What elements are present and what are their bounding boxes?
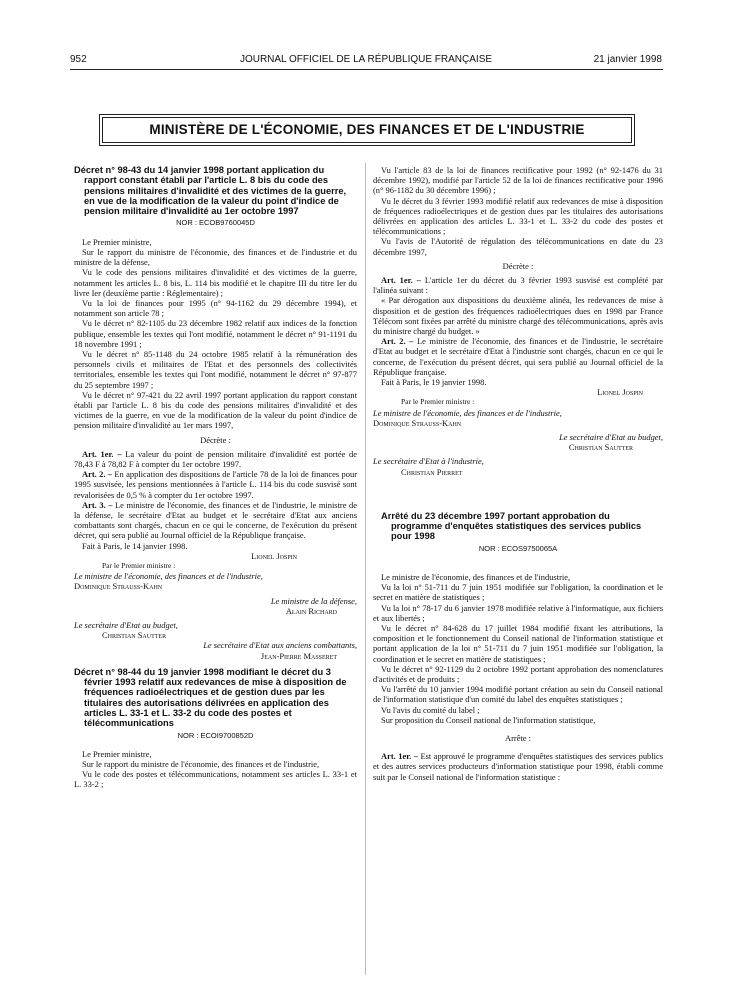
issue-date: 21 janvier 1998 (593, 54, 662, 65)
arrete-para: Vu l'avis du comité du label ; (381, 704, 480, 715)
decree-1-article-3 (74, 500, 357, 541)
sig-title-budget: Le secrétaire d'Etat au budget, (559, 432, 663, 443)
page-header (70, 54, 662, 68)
decree-1-para: Vu le décret n° 97-421 du 22 avril 1997 portant application du rapport constant établi par l'article L. 8 bis du code des pensions militaires d'invalidité et des victimes de la guerre, en vue de la modification de la valeur du point d'indice de pension militaire d'invalidité au 1er mars 1997, (74, 389, 357, 431)
article-text: Le ministre de l'économie, des finances et de l'industrie, le secrétaire d'Etat au budget et le secrétaire d'Etat à l'industrie sont chargés, chacun en ce qui le concerne, de l'exécution du présent décret, qui sera publié au Journal officiel de la République française. (373, 336, 663, 377)
signature-pm: Lionel Jospin (251, 550, 297, 561)
arrete-para: Vu la loi n° 78-17 du 6 janvier 1978 modifiée relative à l'informatique, aux fichiers et aux libertés ; (373, 602, 663, 623)
arrete-para: Le ministre de l'économie, des finances et de l'industrie, (381, 571, 571, 582)
arrete-para: Vu la loi n° 51-711 du 7 juin 1951 modifiée sur l'obligation, la coordination et le secret en matière de statistiques ; (373, 582, 663, 603)
journal-title: JOURNAL OFFICIEL DE LA RÉPUBLIQUE FRANÇAISE (239, 54, 493, 65)
decree-1-title: Décret n° 98-43 du 14 janvier 1998 portant application du rapport constant établi par l'article L. 8 bis du code des pensions militaires d'invalidité et des victimes de la guerre, en vue de la modification de la valeur du point d'indice de pension militaire d'invalidité au 1er octobre 1997 (74, 165, 347, 217)
sig-title-eco: Le ministre de l'économie, des finances et de l'industrie, (373, 407, 562, 418)
decree-2-decrete: Décrète : (502, 260, 534, 271)
article-text: L'article 1er du décret du 3 février 1993 susvisé est complété par l'alinéa suivant : (373, 275, 663, 296)
decree-1-para: Le Premier ministre, (82, 236, 152, 247)
arrete-title: Arrêté du 23 décembre 1997 portant approbation du programme d'enquêtes statistiques des services publics pour 1998 (381, 510, 642, 542)
arrete-article-1 (373, 751, 663, 782)
par-premier-ministre: Par le Premier ministre : (401, 397, 475, 407)
arrete-arrete: Arrête : (504, 733, 531, 744)
decree-1-para: Sur le rapport du ministre de l'économie, des finances et de l'industrie et du ministre de la défense, (74, 246, 357, 268)
decree-1-article-1 (74, 449, 357, 469)
article-text: La valeur du point de pension militaire d'invalidité est portée de 78,43 F à 78,82 F à compter du 1er octobre 1997. (74, 448, 357, 469)
decree-1-para: Vu le code des pensions militaires d'invalidité et des victimes de la guerre, notamment les articles L. 8 bis, L. 114 bis modifié et le chapitre III du titre Ier du livre Ier (deuxième partie : Réglementaire) ; (74, 267, 357, 298)
article-label: Art. 2. – (381, 336, 414, 347)
left-column (74, 165, 357, 975)
decree-2-article-2 (373, 336, 663, 377)
article-label: Art. 3. – (82, 499, 113, 510)
article-label: Art. 2. – (82, 469, 113, 480)
sig-name-eco: Dominique Strauss-Kahn (373, 417, 462, 428)
decree-1-nor: NOR : ECOB9760045D (176, 218, 255, 228)
sig-title-industrie: Le secrétaire d'Etat à l'industrie, (373, 456, 484, 467)
arrete-para: Vu l'arrêté du 10 janvier 1994 modifié portant création au sein du Conseil national de l'information statistique d'un comité du label des enquêtes statistiques ; (373, 684, 663, 705)
decree-2-quote: « Par dérogation aux dispositions du deuxième alinéa, les redevances de mise à disposition et de gestion des fréquences radioélectriques dues en 1998 par France Télécom sont fixées par arrêté du ministre chargé des télécommunications, après avis du ministre chargé du budget. » (373, 295, 663, 337)
par-premier-ministre: Par le Premier ministre : (102, 560, 176, 570)
sig-title-defense: Le ministre de la défense, (270, 595, 357, 606)
arrete-para: Vu le décret n° 92-1129 du 2 octobre 1992 portant approbation des nomenclatures d'activités et de produits ; (373, 663, 663, 685)
decree-1-fait: Fait à Paris, le 14 janvier 1998. (82, 540, 188, 551)
decree-1-decrete: Décrète : (200, 434, 231, 445)
decree-1-para: Vu la loi de finances pour 1995 (n° 94-1162 du 29 décembre 1994), et notamment son article 78 ; (74, 297, 357, 319)
article-text: En application des dispositions de l'article 78 de la loi de finances pour 1995 susvisée, les pensions mentionnées à l'article L. 114 bis du code susvisé sont revalorisées de 0,5 % à compter du 1er octobre 1997. (74, 469, 357, 500)
sig-name-eco: Dominique Strauss-Kahn (74, 581, 163, 592)
decree-2-para: Vu le décret du 3 février 1993 modifié relatif aux redevances de mise à disposition de fréquences radioélectriques et de gestion dues par les titulaires des autorisations délivrées en application des articles L. 33-1 et L. 33-2 du code des postes et télécommunications ; (373, 195, 663, 237)
decree-2-title: Décret n° 98-44 du 19 janvier 1998 modifiant le décret du 3 février 1993 relatif aux redevances de mise à disposition de fréquences radioélectriques et de gestion dues par les titulaires des autorisations délivrées en application des articles L. 33-1 et L. 33-2 du code des postes et télécommunications (74, 666, 347, 729)
sig-name-anciens: Jean-Pierre Masseret (260, 650, 337, 661)
right-column (373, 165, 663, 975)
sig-title-anciens: Le secrétaire d'Etat aux anciens combattants, (203, 640, 357, 651)
sig-name-budget: Christian Sautter (102, 630, 167, 641)
decree-2-para: Vu le code des postes et télécommunications, notamment ses articles L. 33-1 et L. 33-2 ; (74, 769, 357, 790)
article-text: Est approuvé le programme d'enquêtes statistiques des services publics et des autres services producteurs d'information statistique pour 1998, établi comme suit par le Conseil national de l'information statistique : (373, 751, 663, 782)
sig-title-budget: Le secrétaire d'Etat au budget, (74, 620, 178, 630)
decree-1-para: Vu le décret n° 85-1148 du 24 octobre 1985 relatif à la rémunération des personnels civils et militaires de l'Etat et des personnels des collectivités territoriales, ensemble les textes qui l'ont modifié, notamment le décret n° 97-877 du 25 septembre 1997 ; (74, 348, 357, 390)
decree-1-para: Vu le décret n° 82-1105 du 23 décembre 1982 relatif aux indices de la fonction publique, ensemble les textes qui l'ont modifié, notamment le décret n° 91-1191 du 18 novembre 1991 ; (74, 318, 357, 349)
decree-2-para: Vu l'article 83 de la loi de finances rectificative pour 1992 (n° 92-1476 du 31 décembre 1992), modifié par l'article 52 de la loi de finances rectificative pour 1996 (n° 96-1182 du 30 décembre 1996) ; (373, 165, 663, 196)
article-text: Le ministre de l'économie, des finances et de l'industrie, le ministre de la défense, le secrétaire d'Etat au budget et le secrétaire d'Etat aux anciens combattants sont chargés, chacun en ce qui le concerne, de l'exécution du présent décret, qui sera publié au Journal officiel de la République française. (74, 499, 357, 541)
decree-1-article-2 (74, 469, 357, 500)
arrete-para: Vu le décret n° 84-628 du 17 juillet 1984 modifié fixant les attributions, la composition et le fonctionnement du Conseil national de l'information statistique et portant application de la loi n° 51-711 du 7 juin 1951 modifiée sur l'obligation, la coordination et le secret en matière de statistiques ; (373, 623, 663, 664)
ministry-banner: MINISTÈRE DE L'ÉCONOMIE, DES FINANCES ET DE L'INDUSTRIE (102, 117, 632, 143)
header-rule (70, 69, 663, 70)
article-label: Art. 1er. – (381, 275, 421, 286)
page-number: 952 (70, 54, 87, 65)
sig-name-industrie: Christian Pierret (401, 466, 463, 477)
sig-title-eco: Le ministre de l'économie, des finances et de l'industrie, (74, 571, 263, 582)
arrete-nor: NOR : ECOS9750065A (478, 543, 558, 553)
decree-2-fait: Fait à Paris, le 19 janvier 1998. (381, 377, 487, 388)
decree-2-para: Sur le rapport du ministre de l'économie, des finances et de l'industrie, (82, 759, 320, 769)
decree-2-article-1 (373, 275, 663, 295)
sig-name-budget: Christian Sautter (568, 442, 633, 453)
article-label: Art. 1er. – (381, 751, 418, 762)
arrete-para: Sur proposition du Conseil national de l'information statistique, (381, 714, 596, 725)
column-divider (365, 163, 366, 975)
decree-2-para: Vu l'avis de l'Autorité de régulation des télécommunications en date du 23 décembre 1997, (373, 236, 663, 257)
signature-pm: Lionel Jospin (597, 387, 643, 398)
decree-2-nor: NOR : ECOI9700852D (177, 730, 254, 740)
decree-2-para: Le Premier ministre, (82, 748, 152, 759)
article-label: Art. 1er. – (82, 448, 122, 459)
sig-name-defense: Alain Richard (285, 605, 337, 616)
